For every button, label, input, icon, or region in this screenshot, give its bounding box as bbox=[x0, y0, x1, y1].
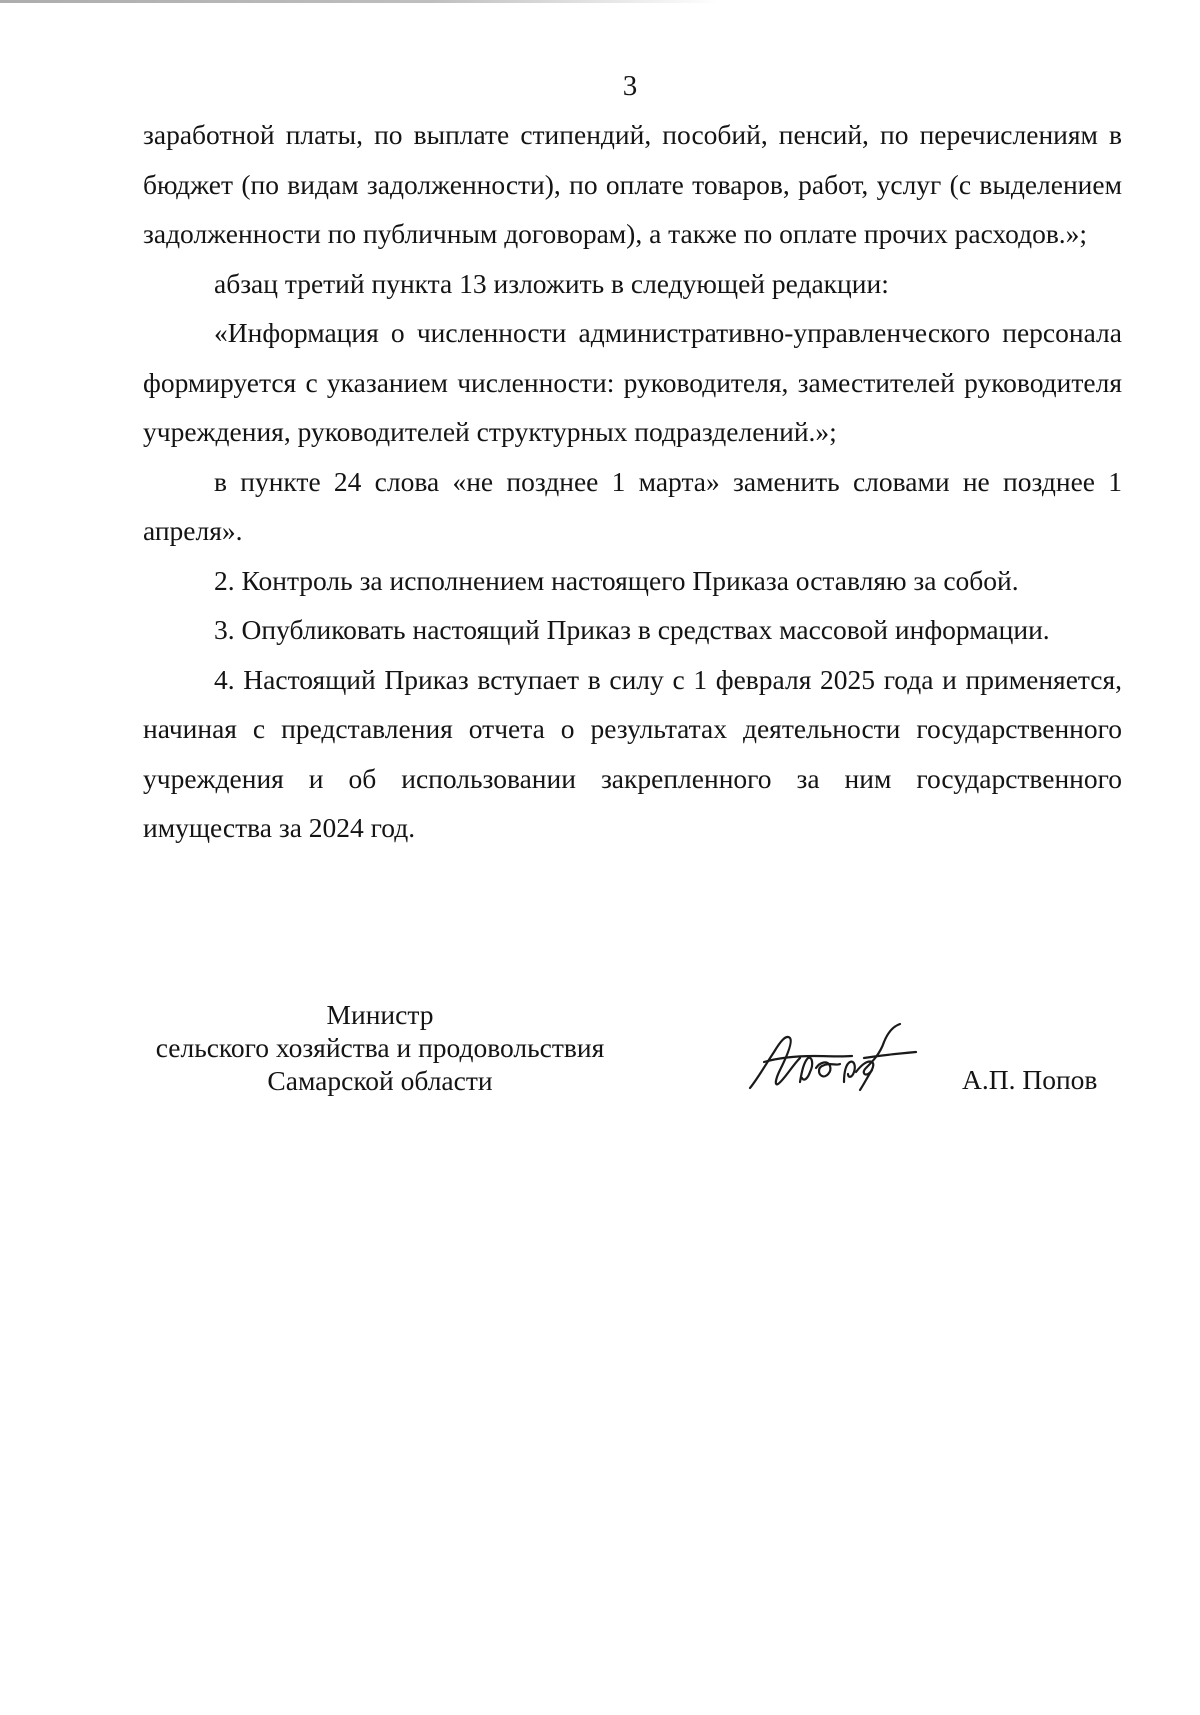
signatory-title-line3: Самарской области bbox=[267, 1065, 493, 1096]
signatory-name: А.П. Попов bbox=[962, 1064, 1098, 1095]
paragraph-item-4: 4. Настоящий Приказ вступает в силу с 1 февраля 2025 года и применяется, начиная с представления отчета о результатах деятельности государственного учреждения и об использовании закрепленного за ним государственного имущества за 2024 год. bbox=[143, 663, 1122, 843]
signatory-title-line2: сельского хозяйства и продовольствия bbox=[155, 1032, 605, 1063]
signatory-title-line1: Министр bbox=[326, 999, 434, 1030]
page-number: 3 bbox=[622, 70, 638, 102]
scan-edge-shadow bbox=[0, 0, 720, 3]
paragraph-continuation: заработной платы, по выплате стипендий, пособий, пенсий, по перечислениям в бюджет (по видам задолженности), по оплате товаров, работ, услуг (с выделением задолженности по публичным договорам), а также по оплате прочих расходов.»; bbox=[143, 119, 1122, 249]
signatory-position bbox=[140, 998, 620, 1097]
handwritten-signature bbox=[744, 1012, 924, 1096]
document-body bbox=[143, 110, 1122, 853]
paragraph-amendment-point-24: в пункте 24 слова «не позднее 1 марта» заменить словами не позднее 1 апреля». bbox=[143, 465, 1122, 546]
paragraph-amendment-text: «Информация о численности административно-управленческого персонала формируется с указанием численности: руководителя, заместителей руководителя учреждения, руководителей структурных подразделений.»; bbox=[143, 317, 1122, 447]
paragraph-item-2: 2. Контроль за исполнением настоящего Приказа оставляю за собой. bbox=[214, 564, 1019, 596]
paragraph-item-3: 3. Опубликовать настоящий Приказ в средствах массовой информации. bbox=[214, 614, 1050, 645]
paragraph-amendment-intro: абзац третий пункта 13 изложить в следующей редакции: bbox=[214, 267, 889, 299]
